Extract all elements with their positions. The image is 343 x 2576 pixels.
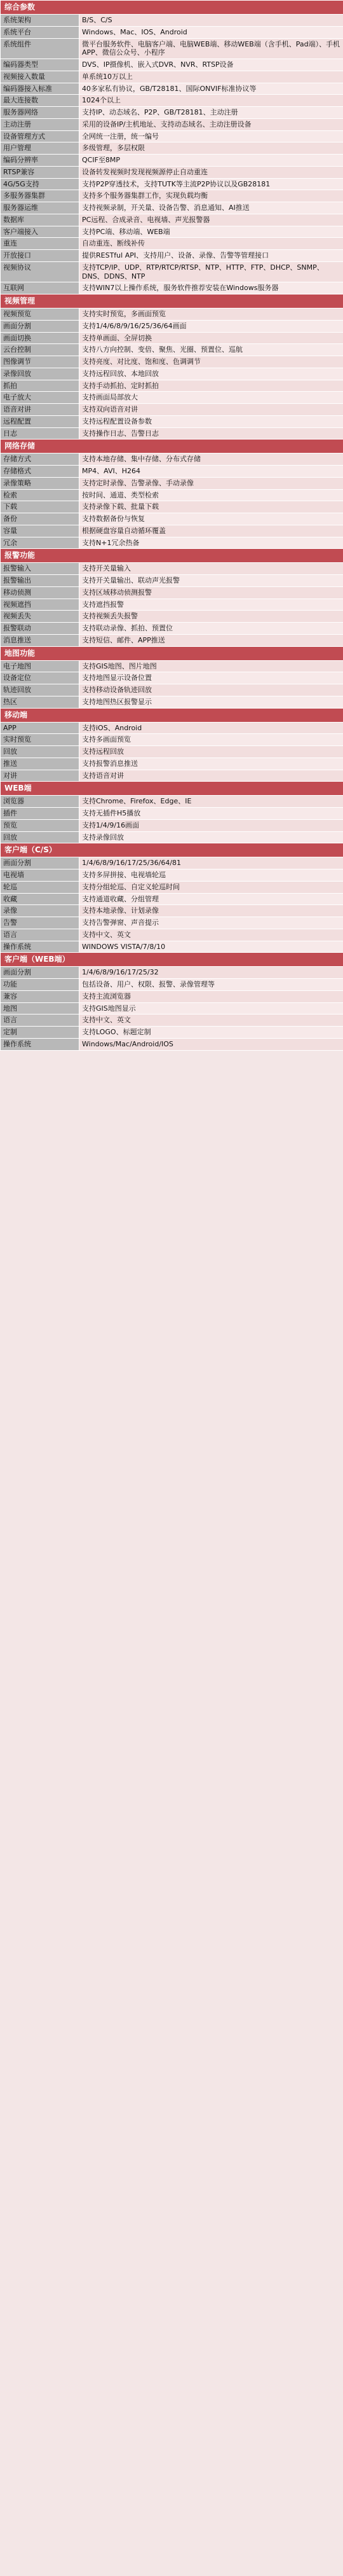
spec-key: 电视墙 bbox=[1, 869, 79, 882]
spec-key: 服务器运维 bbox=[1, 202, 79, 214]
spec-key: 插件 bbox=[1, 808, 79, 820]
spec-value: 40多家私有协议，GB/T28181、国际ONVIF标准协议等 bbox=[79, 83, 343, 95]
spec-value: 支持主流浏览器 bbox=[79, 990, 343, 1002]
spec-key: 消息推送 bbox=[1, 634, 79, 646]
spec-value: 支持区域移动侦测报警 bbox=[79, 586, 343, 599]
spec-key: 视频接入数量 bbox=[1, 71, 79, 83]
spec-value: 根据硬盘容量自动循环覆盖 bbox=[79, 525, 343, 537]
spec-key: 存储方式 bbox=[1, 454, 79, 466]
spec-row bbox=[1, 142, 343, 155]
spec-row bbox=[1, 672, 343, 684]
spec-row bbox=[1, 71, 343, 83]
spec-key: 图像调节 bbox=[1, 356, 79, 368]
spec-value: 设备转发视频时发现视频源停止自动重连 bbox=[79, 166, 343, 178]
spec-key: 视频丢失 bbox=[1, 611, 79, 623]
spec-key: 视频遮挡 bbox=[1, 599, 79, 611]
spec-value: 支持1/4/6/8/9/16/25/36/64画面 bbox=[79, 320, 343, 332]
section-header-row bbox=[1, 843, 343, 857]
spec-row bbox=[1, 489, 343, 501]
spec-key: 视频协议 bbox=[1, 261, 79, 282]
spec-key: 画面分割 bbox=[1, 967, 79, 979]
spec-value: 支持LOGO、标题定制 bbox=[79, 1027, 343, 1039]
spec-value: DVS、IP摄像机、嵌入式DVR、NVR、RTSP设备 bbox=[79, 59, 343, 71]
spec-key: 客户端接入 bbox=[1, 226, 79, 238]
spec-row bbox=[1, 808, 343, 820]
spec-value: 支持单画面、全屏切换 bbox=[79, 332, 343, 344]
spec-key: 画面分割 bbox=[1, 857, 79, 869]
spec-key: 录像策略 bbox=[1, 477, 79, 489]
section-title: 综合参数 bbox=[1, 1, 343, 15]
spec-row bbox=[1, 308, 343, 321]
spec-row bbox=[1, 404, 343, 416]
spec-key: 地图 bbox=[1, 1002, 79, 1014]
spec-row bbox=[1, 599, 343, 611]
spec-row bbox=[1, 990, 343, 1002]
spec-value: 支持实时预览，多画面预览 bbox=[79, 308, 343, 321]
spec-value: 支持GIS地图显示 bbox=[79, 1002, 343, 1014]
spec-row bbox=[1, 734, 343, 746]
spec-key: 最大连接数 bbox=[1, 95, 79, 107]
spec-value: 支持视频丢失报警 bbox=[79, 611, 343, 623]
spec-value: 全网统一注册，统一编号 bbox=[79, 130, 343, 142]
spec-body bbox=[1, 1, 343, 1051]
section-header-row bbox=[1, 708, 343, 722]
spec-row bbox=[1, 831, 343, 843]
spec-value: 支持地图显示设备位置 bbox=[79, 672, 343, 684]
section-header-row bbox=[1, 953, 343, 967]
spec-value: 支持遮挡报警 bbox=[79, 599, 343, 611]
spec-value: 支持本地录像、计划录像 bbox=[79, 905, 343, 917]
spec-value: 微平台服务软件、电脑客户端、电脑WEB端、移动WEB端（含手机、Pad端）、手机APP、微信公众号、小程序 bbox=[79, 38, 343, 59]
spec-row bbox=[1, 178, 343, 190]
spec-row bbox=[1, 660, 343, 672]
spec-row bbox=[1, 513, 343, 525]
spec-row bbox=[1, 917, 343, 929]
spec-key: 语音对讲 bbox=[1, 404, 79, 416]
spec-value: 采用的设备IP/主机地址、支持动态域名、主动注册设备 bbox=[79, 118, 343, 130]
spec-row bbox=[1, 967, 343, 979]
spec-row bbox=[1, 586, 343, 599]
spec-key: 热区 bbox=[1, 696, 79, 708]
spec-row bbox=[1, 1002, 343, 1014]
spec-row bbox=[1, 623, 343, 635]
spec-row bbox=[1, 979, 343, 991]
spec-value: MP4、AVI、H264 bbox=[79, 466, 343, 478]
spec-key: 备份 bbox=[1, 513, 79, 525]
spec-value: 支持中文、英文 bbox=[79, 1014, 343, 1027]
spec-value: 支持1/4/9/16画面 bbox=[79, 819, 343, 831]
spec-row bbox=[1, 466, 343, 478]
spec-key: 画面切换 bbox=[1, 332, 79, 344]
spec-row bbox=[1, 344, 343, 356]
section-header-row bbox=[1, 782, 343, 796]
spec-key: 电子放大 bbox=[1, 392, 79, 404]
spec-row bbox=[1, 454, 343, 466]
spec-row bbox=[1, 332, 343, 344]
spec-row bbox=[1, 796, 343, 808]
spec-key: 语言 bbox=[1, 929, 79, 941]
spec-key: 互联网 bbox=[1, 282, 79, 294]
spec-key: 设备定位 bbox=[1, 672, 79, 684]
spec-row bbox=[1, 501, 343, 513]
spec-value: 包括设备、用户、权限、报警、录像管理等 bbox=[79, 979, 343, 991]
spec-key: 浏览器 bbox=[1, 796, 79, 808]
spec-key: 抓拍 bbox=[1, 380, 79, 392]
section-header-row bbox=[1, 646, 343, 660]
spec-value: 支持多个服务器集群工作，实现负载均衡 bbox=[79, 190, 343, 202]
spec-value: QCIF至8MP bbox=[79, 155, 343, 167]
spec-key: 远程配置 bbox=[1, 415, 79, 427]
spec-value: 支持双向语音对讲 bbox=[79, 404, 343, 416]
spec-row bbox=[1, 368, 343, 380]
spec-key: 编码器类型 bbox=[1, 59, 79, 71]
spec-key: 设备管理方式 bbox=[1, 130, 79, 142]
spec-key: 收藏 bbox=[1, 893, 79, 905]
spec-key: 定制 bbox=[1, 1027, 79, 1039]
spec-value: 1/4/6/8/9/16/17/25/36/64/81 bbox=[79, 857, 343, 869]
spec-key: 主动注册 bbox=[1, 118, 79, 130]
spec-value: 支持远程配置设备参数 bbox=[79, 415, 343, 427]
spec-value: 多级管理，多层权限 bbox=[79, 142, 343, 155]
spec-value: 支持iOS、Android bbox=[79, 722, 343, 734]
spec-key: 服务器网络 bbox=[1, 107, 79, 119]
spec-row bbox=[1, 634, 343, 646]
spec-key: 录像 bbox=[1, 905, 79, 917]
spec-row bbox=[1, 881, 343, 893]
spec-row bbox=[1, 118, 343, 130]
spec-row bbox=[1, 1038, 343, 1050]
spec-row bbox=[1, 380, 343, 392]
section-title: 视频管理 bbox=[1, 294, 343, 308]
spec-row bbox=[1, 282, 343, 294]
spec-key: 系统组件 bbox=[1, 38, 79, 59]
spec-key: 操作系统 bbox=[1, 1038, 79, 1050]
section-header-row bbox=[1, 549, 343, 563]
spec-row bbox=[1, 1014, 343, 1027]
spec-row bbox=[1, 893, 343, 905]
spec-key: 推送 bbox=[1, 758, 79, 770]
spec-key: 系统平台 bbox=[1, 26, 79, 38]
section-title: 客户端（C/S） bbox=[1, 843, 343, 857]
spec-key: 录像回放 bbox=[1, 368, 79, 380]
spec-row bbox=[1, 38, 343, 59]
spec-row bbox=[1, 477, 343, 489]
spec-value: 支持WIN7以上操作系统，服务软件推荐安装在Windows服务器 bbox=[79, 282, 343, 294]
spec-row bbox=[1, 415, 343, 427]
spec-row bbox=[1, 722, 343, 734]
spec-key: 对讲 bbox=[1, 770, 79, 782]
spec-value: 支持中文、英文 bbox=[79, 929, 343, 941]
spec-value: 支持数据备份与恢复 bbox=[79, 513, 343, 525]
spec-key: 功能 bbox=[1, 979, 79, 991]
spec-row bbox=[1, 250, 343, 262]
spec-row bbox=[1, 696, 343, 708]
spec-value: 按时间、通道、类型检索 bbox=[79, 489, 343, 501]
spec-value: 支持开关量输出、联动声光报警 bbox=[79, 575, 343, 587]
section-header-row bbox=[1, 294, 343, 308]
spec-value: WINDOWS VISTA/7/8/10 bbox=[79, 941, 343, 953]
spec-value: 支持开关量输入 bbox=[79, 563, 343, 575]
spec-key: 操作系统 bbox=[1, 941, 79, 953]
spec-key: 数据库 bbox=[1, 214, 79, 226]
section-title: 网络存储 bbox=[1, 440, 343, 454]
spec-key: 系统架构 bbox=[1, 15, 79, 27]
spec-row bbox=[1, 684, 343, 696]
spec-value: 支持通道收藏、分组管理 bbox=[79, 893, 343, 905]
spec-value: 支持IP、动态域名、P2P、GB/T28181、主动注册 bbox=[79, 107, 343, 119]
spec-row bbox=[1, 941, 343, 953]
spec-value: B/S、C/S bbox=[79, 15, 343, 27]
spec-value: 支持录像回放 bbox=[79, 831, 343, 843]
spec-key: 重连 bbox=[1, 238, 79, 250]
spec-value: 支持亮度、对比度、饱和度、色调调节 bbox=[79, 356, 343, 368]
spec-value: 支持联动录像、抓拍、预置位 bbox=[79, 623, 343, 635]
spec-value: 支持多画面预览 bbox=[79, 734, 343, 746]
spec-sheet bbox=[0, 0, 343, 1051]
spec-key: 4G/5G支持 bbox=[1, 178, 79, 190]
spec-key: 电子地图 bbox=[1, 660, 79, 672]
spec-value: 支持操作日志、告警日志 bbox=[79, 427, 343, 440]
spec-key: 报警输出 bbox=[1, 575, 79, 587]
spec-row bbox=[1, 226, 343, 238]
spec-value: 支持视频录制，开关量、设备告警、消息通知、AI推送 bbox=[79, 202, 343, 214]
spec-value: 提供RESTful API、支持用户、设备、录像、告警等管理接口 bbox=[79, 250, 343, 262]
spec-value: 支持无插件H5播放 bbox=[79, 808, 343, 820]
spec-row bbox=[1, 427, 343, 440]
spec-row bbox=[1, 190, 343, 202]
section-header-row bbox=[1, 440, 343, 454]
spec-value: 支持TCP/IP、UDP、RTP/RTCP/RTSP、NTP、HTTP、FTP、DHCP、SNMP、DNS、DDNS、NTP bbox=[79, 261, 343, 282]
spec-row bbox=[1, 95, 343, 107]
spec-key: 检索 bbox=[1, 489, 79, 501]
spec-value: PC远程、合成录音、电视墙、声光报警器 bbox=[79, 214, 343, 226]
section-header-row bbox=[1, 1, 343, 15]
spec-value: 1024个以上 bbox=[79, 95, 343, 107]
spec-value: 1/4/6/8/9/16/17/25/32 bbox=[79, 967, 343, 979]
spec-value: 支持报警消息推送 bbox=[79, 758, 343, 770]
spec-row bbox=[1, 819, 343, 831]
spec-row bbox=[1, 611, 343, 623]
spec-key: 编码分辨率 bbox=[1, 155, 79, 167]
spec-row bbox=[1, 15, 343, 27]
spec-row bbox=[1, 107, 343, 119]
spec-row bbox=[1, 214, 343, 226]
spec-value: 自动重连、断线补传 bbox=[79, 238, 343, 250]
section-title: 客户端（WEB端） bbox=[1, 953, 343, 967]
spec-value: 支持告警弹窗、声音提示 bbox=[79, 917, 343, 929]
spec-key: APP bbox=[1, 722, 79, 734]
spec-value: Windows、Mac、IOS、Android bbox=[79, 26, 343, 38]
spec-row bbox=[1, 905, 343, 917]
spec-key: 轮巡 bbox=[1, 881, 79, 893]
spec-key: 轨迹回放 bbox=[1, 684, 79, 696]
spec-table bbox=[0, 0, 343, 1051]
spec-row bbox=[1, 166, 343, 178]
spec-key: 移动侦测 bbox=[1, 586, 79, 599]
spec-row bbox=[1, 392, 343, 404]
spec-key: 编码器接入标准 bbox=[1, 83, 79, 95]
spec-value: 支持手动抓拍、定时抓拍 bbox=[79, 380, 343, 392]
section-title: 移动端 bbox=[1, 708, 343, 722]
spec-value: 支持PC端、移动端、WEB端 bbox=[79, 226, 343, 238]
spec-key: 实时预览 bbox=[1, 734, 79, 746]
spec-row bbox=[1, 525, 343, 537]
spec-row bbox=[1, 320, 343, 332]
spec-value: 支持画面局部放大 bbox=[79, 392, 343, 404]
spec-value: 支持语音对讲 bbox=[79, 770, 343, 782]
spec-value: 支持P2P穿透技术，支持TUTK等主流P2P协议以及GB28181 bbox=[79, 178, 343, 190]
spec-value: 支持多屏拼接、电视墙轮巡 bbox=[79, 869, 343, 882]
spec-row bbox=[1, 857, 343, 869]
spec-key: 开放接口 bbox=[1, 250, 79, 262]
spec-value: 支持N+1冗余热备 bbox=[79, 537, 343, 549]
spec-key: 回放 bbox=[1, 746, 79, 758]
spec-key: 日志 bbox=[1, 427, 79, 440]
spec-key: 语言 bbox=[1, 1014, 79, 1027]
spec-key: 预览 bbox=[1, 819, 79, 831]
spec-value: 支持录像下载、批量下载 bbox=[79, 501, 343, 513]
spec-key: 存储格式 bbox=[1, 466, 79, 478]
spec-key: 多服务器集群 bbox=[1, 190, 79, 202]
spec-key: 画面分割 bbox=[1, 320, 79, 332]
spec-row bbox=[1, 202, 343, 214]
spec-row bbox=[1, 356, 343, 368]
spec-value: Windows/Mac/Android/IOS bbox=[79, 1038, 343, 1050]
spec-key: 回放 bbox=[1, 831, 79, 843]
spec-row bbox=[1, 1027, 343, 1039]
spec-key: RTSP兼容 bbox=[1, 166, 79, 178]
spec-row bbox=[1, 155, 343, 167]
spec-row bbox=[1, 869, 343, 882]
spec-value: 支持分组轮巡、自定义轮巡时间 bbox=[79, 881, 343, 893]
spec-row bbox=[1, 130, 343, 142]
spec-key: 报警联动 bbox=[1, 623, 79, 635]
spec-row bbox=[1, 238, 343, 250]
spec-row bbox=[1, 929, 343, 941]
spec-value: 支持Chrome、Firefox、Edge、IE bbox=[79, 796, 343, 808]
spec-key: 兼容 bbox=[1, 990, 79, 1002]
spec-row bbox=[1, 59, 343, 71]
spec-key: 用户管理 bbox=[1, 142, 79, 155]
section-title: 报警功能 bbox=[1, 549, 343, 563]
spec-key: 视频预览 bbox=[1, 308, 79, 321]
spec-row bbox=[1, 758, 343, 770]
spec-row bbox=[1, 563, 343, 575]
section-title: 地图功能 bbox=[1, 646, 343, 660]
spec-value: 支持GIS地图、图片地图 bbox=[79, 660, 343, 672]
spec-value: 单系统10万以上 bbox=[79, 71, 343, 83]
spec-row bbox=[1, 83, 343, 95]
spec-value: 支持定时录像、告警录像、手动录像 bbox=[79, 477, 343, 489]
spec-value: 支持短信、邮件、APP推送 bbox=[79, 634, 343, 646]
spec-key: 云台控制 bbox=[1, 344, 79, 356]
spec-value: 支持本地存储、集中存储、分布式存储 bbox=[79, 454, 343, 466]
spec-row bbox=[1, 537, 343, 549]
spec-row bbox=[1, 261, 343, 282]
spec-value: 支持远程回放、本地回放 bbox=[79, 368, 343, 380]
spec-key: 冗余 bbox=[1, 537, 79, 549]
spec-row bbox=[1, 575, 343, 587]
spec-value: 支持八方向控制、变倍、聚焦、光圈、预置位、巡航 bbox=[79, 344, 343, 356]
section-title: WEB端 bbox=[1, 782, 343, 796]
spec-row bbox=[1, 746, 343, 758]
spec-key: 下载 bbox=[1, 501, 79, 513]
spec-value: 支持移动设备轨迹回放 bbox=[79, 684, 343, 696]
spec-value: 支持地图热区报警显示 bbox=[79, 696, 343, 708]
spec-key: 报警输入 bbox=[1, 563, 79, 575]
spec-key: 容量 bbox=[1, 525, 79, 537]
spec-row bbox=[1, 26, 343, 38]
spec-value: 支持远程回放 bbox=[79, 746, 343, 758]
spec-row bbox=[1, 770, 343, 782]
spec-key: 告警 bbox=[1, 917, 79, 929]
